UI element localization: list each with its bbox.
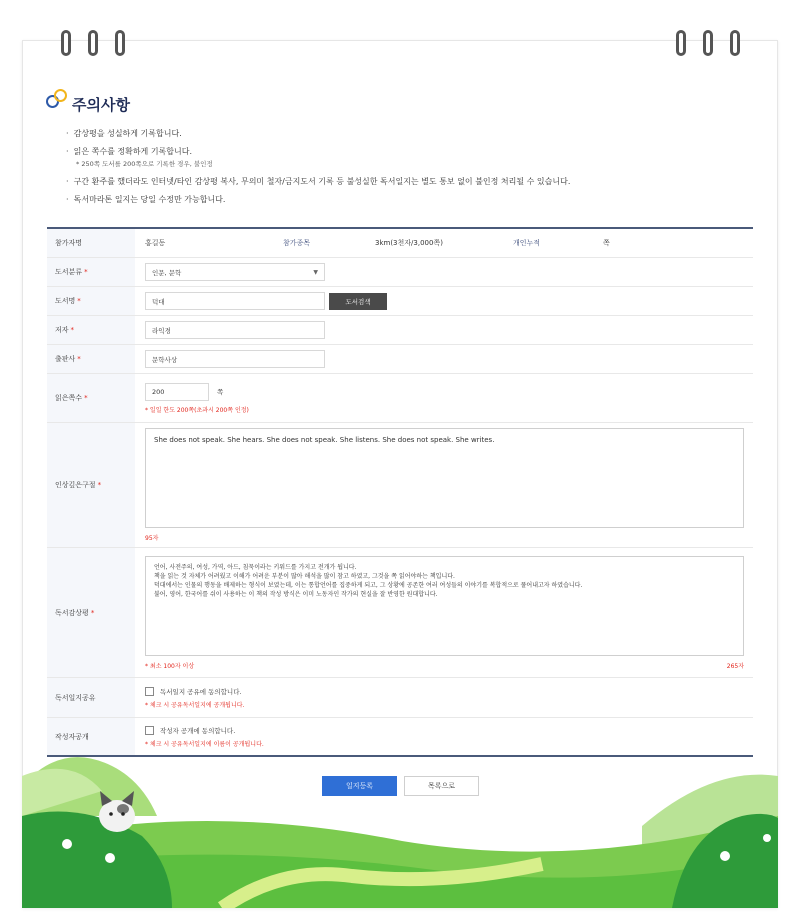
share-row <box>47 678 753 718</box>
review-textarea[interactable] <box>145 556 744 656</box>
cumulative-label: 개인누적 <box>505 229 593 257</box>
author-public-checkbox-line[interactable] <box>145 726 235 735</box>
review-label: 독서감상평 * <box>47 548 135 677</box>
quote-textarea[interactable]: She does not speak. She hears. She does not speak. She listens. She does not speak. She writes. <box>145 428 744 528</box>
notice-header <box>46 80 130 115</box>
quote-footer <box>145 533 744 542</box>
share-checkbox-label: 독서일지 공유에 동의합니다. <box>160 687 242 696</box>
review-char-count: 265자 <box>726 662 744 670</box>
author-public-label: 작성자공개 <box>47 718 135 755</box>
review-line: 책을 읽는 것 자체가 어려웠고 이해가 어려운 부분이 많아 해석을 많이 참고 하였고, 그것을 쪽 읽어야하는 책입니다. <box>154 572 455 580</box>
title-cell <box>135 287 753 315</box>
share-hint: * 체크 시 공유독서일지에 공개됩니다. <box>145 701 245 709</box>
pages-unit: 쪽 <box>217 388 224 396</box>
quote-row <box>47 423 753 548</box>
binder-ring-icon <box>676 30 686 56</box>
diary-form <box>47 227 753 757</box>
quote-cell <box>135 423 753 547</box>
form-actions <box>322 776 479 796</box>
pages-cell <box>135 374 753 422</box>
binder-ring-icon <box>730 30 740 56</box>
review-line: 언어, 사전주의, 여성, 가역, 아드, 침묵이라는 키워드를 가지고 전개가 됩니다. <box>154 563 357 571</box>
title-input[interactable]: 덕대 <box>145 292 325 310</box>
author-public-checkbox[interactable] <box>145 726 154 735</box>
author-cell <box>135 316 753 344</box>
meta-row <box>47 229 753 258</box>
author-label: 저자 * <box>47 316 135 344</box>
chevron-down-icon: ▼ <box>313 269 318 276</box>
notice-item: · 독서마라톤 일지는 당일 수정만 가능합니다. <box>66 195 226 204</box>
pages-hint: * 일일 한도 200쪽(초과시 200쪽 인정) <box>145 406 249 414</box>
pages-input[interactable]: 200 <box>145 383 209 401</box>
notice-sub-note: * 250쪽 도서를 200쪽으로 기록한 경우, 불인정 <box>76 160 213 168</box>
submit-diary-button[interactable]: 일지등록 <box>322 776 397 796</box>
circles-icon <box>46 89 70 107</box>
quote-label: 인상깊은구절 * <box>47 423 135 547</box>
binder-ring-icon <box>703 30 713 56</box>
review-cell <box>135 548 753 677</box>
title-label: 도서명 * <box>47 287 135 315</box>
share-checkbox-line[interactable] <box>145 687 242 696</box>
course-label: 참가종목 <box>275 229 365 257</box>
publisher-row <box>47 345 753 374</box>
participant-value: 홍길동 <box>145 239 166 247</box>
pages-label: 읽은쪽수 * <box>47 374 135 422</box>
title-row <box>47 287 753 316</box>
binder-ring-icon <box>61 30 71 56</box>
author-public-checkbox-label: 작성자 공개에 동의합니다. <box>160 726 236 735</box>
quote-char-count: 95자 <box>145 535 159 542</box>
review-line: 덕대에서는 인물의 행동을 배제하는 형식이 보였는데, 이는 통합언어를 집중하게 되고, 그 상황에 공존한 여러 여성들의 이야기를 복합적으로 풀어내고자 하였습니다. <box>154 581 583 589</box>
author-public-hint: * 체크 시 공유독서일지에 이름이 공개됩니다. <box>145 740 264 748</box>
share-label: 독서일지공유 <box>47 678 135 717</box>
review-row <box>47 548 753 678</box>
publisher-label: 출판사 * <box>47 345 135 373</box>
author-row <box>47 316 753 345</box>
category-label: 도서분류 * <box>47 258 135 286</box>
notice-list <box>66 125 570 209</box>
book-search-button[interactable]: 도서검색 <box>329 293 387 310</box>
review-line: 불어, 영어, 한국어를 쉬이 사용하는 이 책의 작성 방식은 이미 노동자인 작가의 현실을 잘 반영한 원대합니다. <box>154 590 438 598</box>
review-footer <box>145 661 744 670</box>
publisher-input[interactable]: 문학사상 <box>145 350 325 368</box>
category-select[interactable]: 인문, 문학 ▼ <box>145 263 325 281</box>
course-value: 3km(3천자/3,000쪽) <box>375 239 443 247</box>
participant-label: 참가자명 <box>47 229 135 257</box>
notice-title: 주의사항 <box>72 96 130 114</box>
author-input[interactable]: 라익경 <box>145 321 325 339</box>
binder-ring-icon <box>88 30 98 56</box>
cumulative-unit: 쪽 <box>603 239 610 247</box>
share-checkbox[interactable] <box>145 687 154 696</box>
back-to-list-button[interactable]: 목록으로 <box>404 776 479 796</box>
review-hint: * 최소 100자 이상 <box>145 662 195 670</box>
notice-item: · 감상평을 성실하게 기록합니다. <box>66 129 182 138</box>
pages-row <box>47 374 753 423</box>
notice-item: · 구간 환주를 했더라도 인터넷/타인 감상평 복사, 무의미 철자/금지도서 기록 등 불성실한 독서일지는 별도 통보 없이 불인정 처리될 수 있습니다. <box>66 177 571 186</box>
category-row <box>47 258 753 287</box>
notice-item: · 읽은 쪽수를 정확하게 기록합니다. <box>66 147 193 156</box>
publisher-cell <box>135 345 753 373</box>
grass-hills-illustration <box>22 746 778 908</box>
share-cell <box>135 678 753 717</box>
category-cell <box>135 258 753 286</box>
binder-ring-icon <box>115 30 125 56</box>
